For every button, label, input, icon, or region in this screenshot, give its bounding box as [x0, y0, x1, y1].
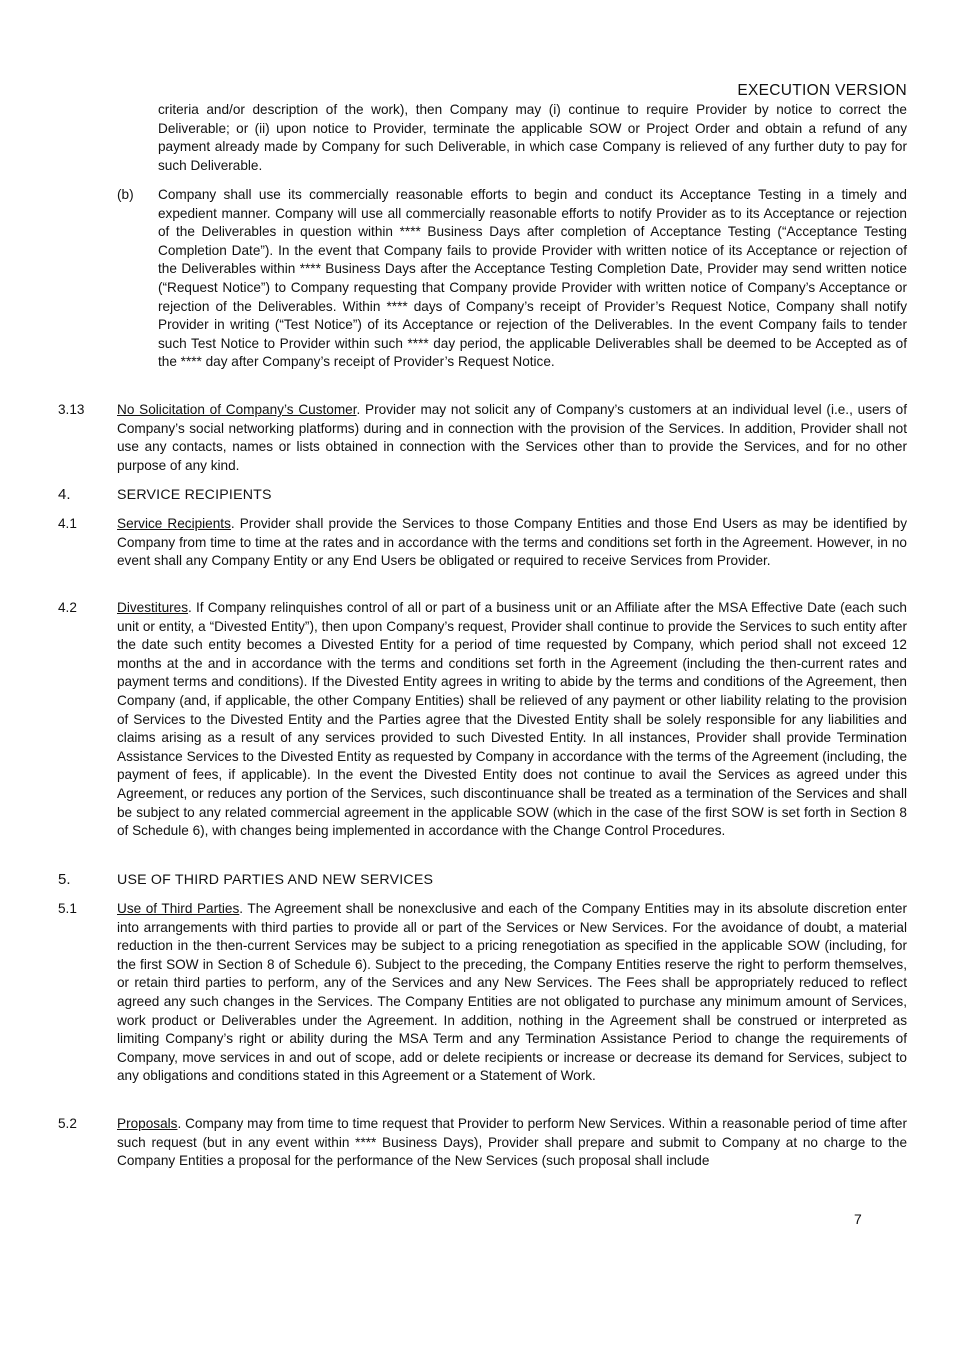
- clause-4-1-number: 4.1: [58, 516, 77, 531]
- clause-5-2: [117, 1115, 907, 1171]
- clause-5-1-title: Use of Third Parties: [117, 901, 240, 916]
- clause-4-1: [117, 515, 907, 571]
- section-5-title: USE OF THIRD PARTIES AND NEW SERVICES: [117, 872, 434, 888]
- clause-5-2-text: . Company may from time to time request that Provider to perform New Services. Within a reasonable period of time after such request (but in any event within **** Business Days), Provider shall prepare and submit to Company at no charge to the Company Entities a proposal for the performance of the New Services (such proposal shall include: [117, 1116, 907, 1169]
- clause-4-1-text: . Provider shall provide the Services to those Company Entities and those End Users as may be identified by Company from time to time at the rates and in accordance with the terms and conditions set forth in the Agreement. However, in no event shall any Company Entity or any End Users be obligated or required to receive Services from Provider.: [117, 516, 907, 569]
- clause-5-1-text: . The Agreement shall be nonexclusive and each of the Company Entities may in its absolute discretion enter into arrangements with third parties to provide all or part of the Services or New Services. For the avoidance of doubt, a material reduction in the then-current Services may be subject to a pricing renegotiation as specified in the applicable SOW (including, for the first SOW in Section 8 of Schedule 6). Subject to the preceding, the Company Entities reserve the right to perform themselves, or retain third parties to perform, any of the Services and any New Services. The Fees shall be appropriately reduced to reflect agreed any such changes in the Services. The Company Entities are not obligated to purchase any minimum amount of Services, work product or Deliverables under the Agreement. In addition, nothing in the Agreement shall be construed or interpreted as limiting Company’s right or ability during the MSA Term and any Termination Assistance Period to change the requirements of Company, move services in and out of scope, add or delete recipients or increase or decrease its demand for Services, subject to any obligations and conditions stated in this Agreement or a Statement of Work.: [117, 901, 908, 1084]
- clause-3-13: [117, 401, 907, 475]
- clause-3-13-text: . Provider may not solicit any of Company’s customers at an individual level (i.e., users of Company’s social networking platforms) during and in connection with the provision of the Services. In addition, Provider shall not use any contacts, names or lists obtained in connection with the Services other than to provide the Services, and for no other purpose of any kind.: [117, 402, 907, 473]
- section-4-title: SERVICE RECIPIENTS: [117, 487, 272, 503]
- clause-4-2-title: Divestitures: [117, 600, 189, 615]
- clause-5-2-title: Proposals: [117, 1116, 178, 1131]
- clause-3-13-title: No Solicitation of Company’s Customer: [117, 402, 357, 417]
- clause-4-2-number: 4.2: [58, 600, 77, 615]
- page-header: EXECUTION VERSION: [737, 82, 907, 99]
- clause-4-1-title: Service Recipients: [117, 516, 231, 531]
- page-number: 7: [854, 1211, 862, 1227]
- clause-4-2-text: . If Company relinquishes control of all or part of a business unit or an Affiliate after the MSA Effective Date (each such unit or entity, a “Divested Entity”), then upon Company’s request, Provider shall continue to provide the Services to such entity after the date such entity becomes a Divested Entity for a period of time requested by Company, which period shall not exceed 12 months at the and in accordance with the terms and conditions set forth in the Agreement (including the then-current rates and payment terms and conditions). If the Divested Entity agrees in writing to abide by the terms and conditions of the Agreement, then Company (and, if applicable, the other Company Entities) shall be relieved of any payment or other liability relating to the provision of Services to the Divested Entity and the Parties agree that the Divested Entity shall be solely responsible for any liabilities and claims arising as a result of any services provided to such Divested Entity. In all instances, Provider shall provide Termination Assistance Services to the Divested Entity as requested by Company in accordance with the terms of the Agreement (including, the payment of fees, if applicable). In the event the Divested Entity does not continue to avail the Services as agreed under this Agreement, or reduces any portion of the Services, such discontinuance shall be treated as a termination of the Services and shall be subject to any related commercial agreement in the applicable SOW (which in the case of the first SOW is set forth in Section 8 of Schedule 6), with changes being implemented in accordance with the Change Control Procedures.: [117, 600, 907, 839]
- section-4-number: 4.: [58, 486, 71, 503]
- clause-5-1-number: 5.1: [58, 901, 77, 916]
- section-5-number: 5.: [58, 871, 71, 888]
- continuation-paragraph: criteria and/or description of the work), then Company may (i) continue to require Provider by notice to correct the Deliverable; or (ii) upon notice to Provider, terminate the applicable SOW or Project Order and obtain a refund of any payment already made by Company for such Deliverable, in which case Company is relieved of any further duty to pay for such Deliverable.: [158, 102, 907, 173]
- clause-b-label: (b): [117, 187, 134, 202]
- clause-5-1: [117, 900, 907, 1086]
- clause-4-2: [117, 599, 907, 841]
- clause-3-13-number: 3.13: [58, 402, 85, 417]
- clause-b-text: Company shall use its commercially reasonable efforts to begin and conduct its Acceptance Testing in a timely and expedient manner. Company will use all commercially reasonable efforts to notify Provider as to its Acceptance or rejection of the Deliverables in question within **** Business Days after completion of Acceptance Testing (“Acceptance Testing Completion Date”). In the event that Company fails to provide Provider with written notice of its Acceptance or rejection of the Deliverables within **** Business Days after the Acceptance Testing Completion Date, Provider may send written notice (“Request Notice”) to Company requesting that Company provide Provider with written notice of Company’s Acceptance or rejection of the Deliverables. Within **** days of Company’s receipt of Provider’s Request Notice, Company shall notify Provider in writing (“Test Notice”) of its Acceptance or rejection of the Deliverables. In the event Company fails to tender such Test Notice to Provider within such **** day period, the applicable Deliverables shall be deemed to be Accepted as of the **** day after Company’s receipt of Provider’s Request Notice.: [158, 187, 907, 370]
- clause-5-2-number: 5.2: [58, 1116, 77, 1131]
